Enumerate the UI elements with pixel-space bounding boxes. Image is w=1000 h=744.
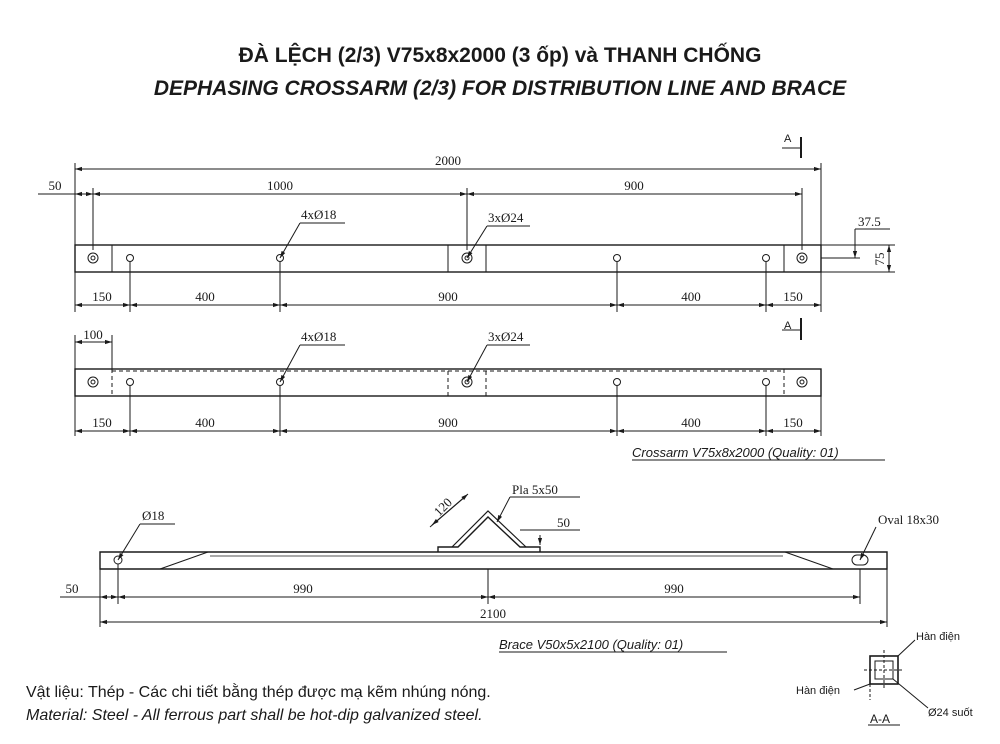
dim-brace-50: 50 — [65, 581, 79, 596]
dim-brace-990-left: 990 — [293, 581, 313, 596]
material-note-en: Material: Steel - All ferrous part shall be hot-dip galvanized steel. — [26, 707, 483, 724]
dim-span-1000: 1000 — [267, 178, 293, 193]
crossarm-caption: Crossarm V75x8x2000 (Quality: 01) — [632, 445, 839, 460]
label-holes-24-b: 3xØ24 — [488, 329, 524, 344]
crossarm-side-view — [75, 369, 821, 396]
dim-bottom-4: 400 — [681, 289, 701, 304]
dim-height: 75 — [872, 252, 887, 266]
dim-brace-990-right: 990 — [664, 581, 684, 596]
dim-total-2000: 2000 — [435, 153, 461, 168]
label-holes-18-b: 4xØ18 — [301, 329, 337, 344]
dim-bottom-5: 150 — [783, 289, 803, 304]
dim-span-900: 900 — [624, 178, 644, 193]
brace-view — [100, 511, 887, 569]
dim-bottom-1: 150 — [92, 289, 112, 304]
section-aa-caption: A-A — [870, 712, 891, 726]
dim-bottom-b4: 400 — [681, 415, 701, 430]
weld-label-top: Hàn điện — [916, 631, 961, 643]
section-aa — [864, 650, 904, 700]
dim-offset-100: 100 — [83, 327, 103, 342]
title-english: DEPHASING CROSSARM (2/3) FOR DISTRIBUTION LINE AND BRACE — [153, 77, 847, 100]
weld-label-left: Hàn điện — [796, 685, 841, 697]
dim-height-half: 37.5 — [858, 214, 881, 229]
brace-caption: Brace V50x5x2100 (Quality: 01) — [499, 637, 684, 652]
dim-plate-120: 120 — [430, 494, 456, 520]
label-plate: Pla 5x50 — [512, 482, 558, 497]
crossarm-top-view — [75, 245, 821, 272]
hole-through-label: Ø24 suốt — [928, 707, 973, 719]
section-mark-bottom: A — [784, 320, 792, 332]
label-holes-18: 4xØ18 — [301, 207, 337, 222]
dim-brace-2100: 2100 — [480, 606, 506, 621]
dim-offset-50: 50 — [48, 178, 62, 193]
section-mark-top: A — [784, 133, 792, 145]
label-oval: Oval 18x30 — [878, 512, 940, 527]
dim-bottom-3: 900 — [438, 289, 458, 304]
dim-bottom-b1: 150 — [92, 415, 112, 430]
dim-bottom-b3: 900 — [438, 415, 458, 430]
dim-plate-50: 50 — [557, 515, 570, 530]
label-holes-24: 3xØ24 — [488, 210, 524, 225]
dim-bottom-2: 400 — [195, 289, 215, 304]
title-vietnamese: ĐÀ LỆCH (2/3) V75x8x2000 (3 ốp) và THANH CHỐNG — [238, 44, 762, 67]
dim-bottom-b5: 150 — [783, 415, 803, 430]
material-note-vi: Vật liệu: Thép - Các chi tiết bằng thép được mạ kẽm nhúng nóng. — [26, 684, 491, 701]
dim-bottom-b2: 400 — [195, 415, 215, 430]
label-hole-18: Ø18 — [142, 508, 165, 523]
